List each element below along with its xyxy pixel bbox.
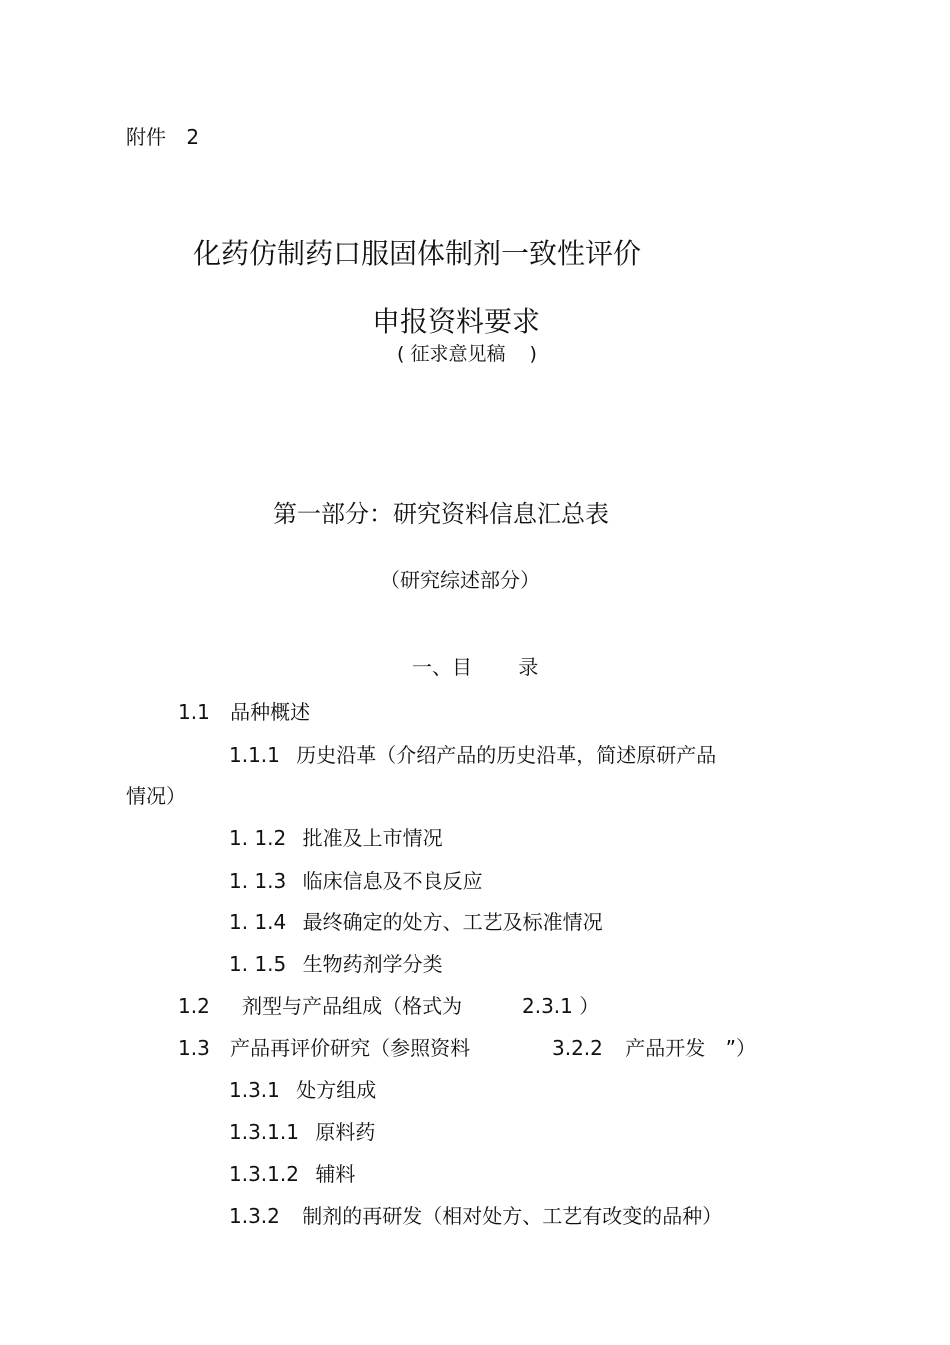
toc-item-text: 制剂的再研发（相对处方、工艺有改变的品种） xyxy=(302,1204,723,1228)
attachment-label xyxy=(126,127,199,147)
draft-note-close: ) xyxy=(529,343,537,365)
toc-item-number: 1.3.1 xyxy=(229,1078,280,1102)
toc-item xyxy=(229,1122,375,1142)
toc-item-text: 剂型与产品组成（格式为 xyxy=(242,994,463,1018)
toc-item-number: 1.3.1.1 xyxy=(229,1120,299,1144)
document-title-line1: 化药仿制药口服固体制剂一致性评价 xyxy=(193,237,642,270)
toc-item-text: 品种概述 xyxy=(230,700,311,724)
toc-item-ref-number: 2.3.1 xyxy=(522,994,573,1018)
toc-item-text: 批准及上市情况 xyxy=(302,826,443,850)
toc-item-ref-number: 3.2.2 xyxy=(552,1036,603,1060)
toc-heading-prefix: 一、目 xyxy=(412,655,472,679)
toc-item xyxy=(229,912,603,932)
attachment-label-text: 附件 xyxy=(126,125,166,149)
draft-note xyxy=(397,345,537,364)
toc-item-ref-tail: ”） xyxy=(725,1036,756,1060)
toc-item-number: 1. 1.4 xyxy=(229,910,287,934)
attachment-number: 2 xyxy=(186,125,200,149)
toc-item-number: 1.3 xyxy=(178,1036,210,1060)
toc-heading xyxy=(412,657,538,677)
document-title-line2: 申报资料要求 xyxy=(372,305,541,338)
toc-item-reference xyxy=(552,1038,756,1058)
draft-note-text: 征求意见稿 xyxy=(410,343,506,365)
toc-item-text: 产品再评价研究（参照资料 xyxy=(230,1036,471,1060)
toc-item-ref-text: 产品开发 xyxy=(625,1036,706,1060)
toc-item xyxy=(229,1080,376,1100)
toc-item-number: 1.1 xyxy=(178,700,210,724)
toc-item-number: 1.3.1.2 xyxy=(229,1162,299,1186)
toc-item-text: 最终确定的处方、工艺及标准情况 xyxy=(302,910,603,934)
toc-item-number: 1. 1.3 xyxy=(229,869,287,893)
toc-item xyxy=(229,954,443,974)
draft-note-open: ( xyxy=(397,343,405,365)
toc-item-text: 原料药 xyxy=(315,1120,376,1144)
toc-item-number: 1.3.2 xyxy=(229,1204,280,1228)
part-heading: 第一部分：研究资料信息汇总表 xyxy=(273,500,609,528)
toc-item xyxy=(178,702,310,722)
toc-item-text: 处方组成 xyxy=(296,1078,377,1102)
toc-heading-suffix: 录 xyxy=(518,655,539,679)
toc-item xyxy=(229,745,716,765)
toc-item-number: 1. 1.2 xyxy=(229,826,287,850)
toc-item-text: 临床信息及不良反应 xyxy=(302,869,483,893)
part-subheading: （研究综述部分） xyxy=(380,568,540,592)
toc-item-continuation xyxy=(126,786,186,806)
toc-item xyxy=(229,828,443,848)
toc-item-text: 生物药剂学分类 xyxy=(302,952,443,976)
toc-item-ref-tail: ） xyxy=(579,994,600,1018)
toc-item xyxy=(178,1038,470,1058)
toc-item-number: 1. 1.5 xyxy=(229,952,287,976)
toc-item-number: 1.2 xyxy=(178,994,210,1018)
toc-item-text: 历史沿革（介绍产品的历史沿革，简述原研产品 xyxy=(296,743,717,767)
toc-item-number: 1.1.1 xyxy=(229,743,280,767)
toc-item xyxy=(229,871,483,891)
toc-item-text: 辅料 xyxy=(315,1162,356,1186)
toc-item xyxy=(178,996,462,1016)
toc-item xyxy=(229,1164,355,1184)
toc-item-reference xyxy=(522,996,599,1016)
toc-item xyxy=(229,1206,722,1226)
toc-item-text: 情况） xyxy=(126,784,186,808)
